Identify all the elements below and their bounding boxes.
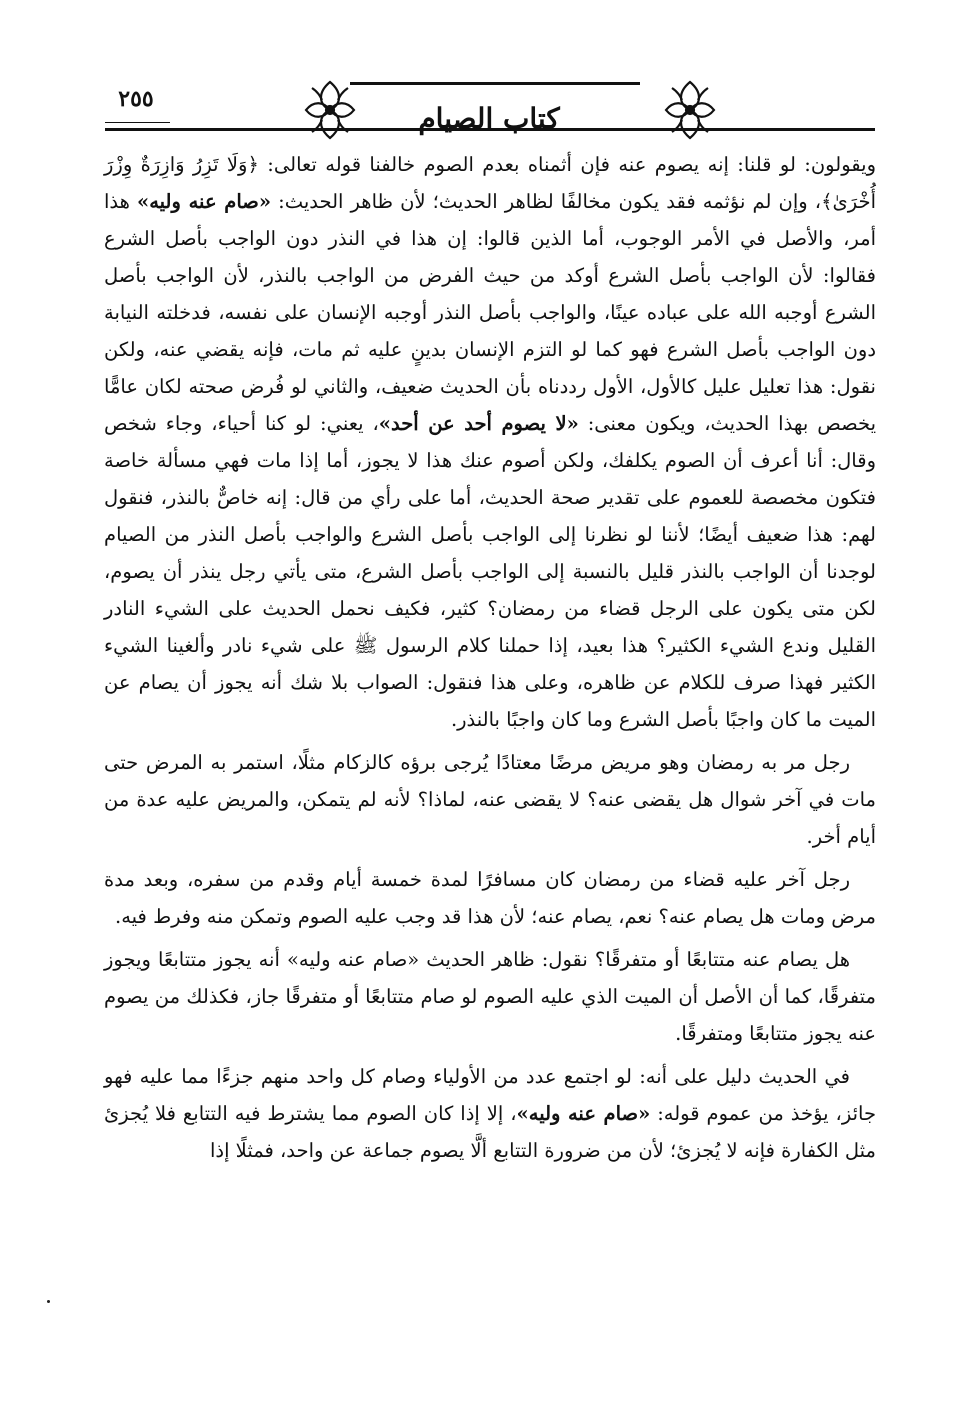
page-number-underline (105, 122, 170, 123)
text-segment: ، إلا إذا كان الصوم مما يشترط فيه التتابع فلا يُجزئ مثل الكفارة فإنه لا يُجزئ؛ لأن من ضرورة التتابع ألَّا يصوم جماعة عن واحد، فمثلًا إذا (104, 1102, 876, 1162)
paragraph (104, 744, 876, 855)
page-header (0, 0, 978, 150)
floral-ornament-icon (660, 78, 720, 142)
header-top-rule (350, 82, 640, 85)
paragraph (104, 941, 876, 1052)
text-segment: ، وإن لم نؤثمه فقد يكون مخالفًا لظاهر الحديث؛ لأن ظاهر الحديث: (271, 190, 822, 213)
scan-speck (47, 1300, 50, 1303)
hadith-quote: «لا يصوم أحد عن أحد» (378, 412, 579, 435)
paragraph (104, 861, 876, 935)
text-segment: ويقولون: لو قلنا: إنه يصوم عنه فإن أثمناه بعدم الصوم خالفنا قوله تعالى: (258, 153, 876, 176)
page-body (104, 146, 876, 1175)
text-segment: رجل آخر عليه قضاء من رمضان كان مسافرًا لمدة خمسة أيام وقدم من سفره، وبعد مدة مرض ومات هل يصام عنه؟ نعم، يصام عنه؛ لأن هذا قد وجب عليه الصوم وتمكن منه وفرط فيه. (104, 868, 876, 928)
text-segment: هذا أمر، والأصل في الأمر الوجوب، أما الذين قالوا: إن هذا في النذر دون الواجب بأصل الشرع فقالوا: لأن الواجب بأصل الشرع أوكد من حيث الفرض من الواجب بالنذر، لأن الواجب بأصل الشرع أوجبه الله على عباده عينًا، والواجب بأصل النذر أوجبه الإنسان على نفسه، فدخلته النيابة دون الواجب بأصل الشرع فهو كما لو التزم الإنسان بدينٍ عليه ثم مات، فإنه يقضي عنه، ولكن نقول: هذا تعليل عليل كالأول، الأول رددناه بأن الحديث ضعيف، والثاني لو فُرض صحته لكان عامًّا يخصص بهذا الحديث، ويكون معنى: (104, 190, 877, 435)
text-segment: رجل مر به رمضان وهو مريض مرضًا معتادًا يُرجى برؤه كالزكام مثلًا، استمر به المرض حتى مات في آخر شوال هل يقضى عنه؟ لا يقضى عنه، لماذا؟ لأنه لم يتمكن، والمريض عليه عدة من أيام أخر. (104, 751, 876, 848)
text-segment: في الحديث دليل على أنه: لو اجتمع عدد من الأولياء وصام كل واحد منهم جزءًا مما عليه فهو جائز، يؤخذ من عموم قوله: (104, 1065, 877, 1125)
hadith-quote: «صام عنه وليه» (516, 1102, 651, 1125)
page-number: ٢٥٥ (118, 86, 154, 112)
hadith-quote: «صام عنه وليه» (137, 190, 272, 213)
paragraph (104, 1058, 876, 1169)
text-segment: ، يعني: لو كنا أحياء، وجاء شخص وقال: أنا أعرف أن الصوم يكلفك، ولكن أصوم عنك هذا لا يجوز، أما إذا مات فهي مسألة خاصة فتكون مخصصة للعموم على تقدير صحة الحديث، أما على رأي من قال: إنه خاصٌّ بالنذر، فنقول لهم: هذا ضعيف أيضًا؛ لأننا لو نظرنا إلى الواجب بأصل الشرع والواجب بأصل النذر من الصيام لوجدنا أن الواجب بالنذر قليل بالنسبة إلى الواجب بأصل الشرع، متى يأتي رجل ينذر أن يصوم، لكن متى يكون على الرجل قضاء من رمضان؟ كثير، فكيف نحمل الحديث على الشيء النادر القليل وندع الشيء الكثير؟ هذا بعيد، إذا حملنا كلام الرسول ﷺ على شيء نادر وألغينا الشيء الكثير فهذا صرف للكلام عن ظاهره، وعلى هذا فنقول: الصواب بلا شك أنه يجوز أن يصام عن الميت ما كان واجبًا بأصل الشرع وما كان واجبًا بالنذر. (104, 412, 876, 731)
quran-quote: ﴿وَلَا تَزِرُ وَازِرَةٌ وِزْرَ أُخْرَىٰ﴾ (104, 153, 876, 213)
text-segment: هل يصام عنه متتابعًا أو متفرقًا؟ نقول: ظاهر الحديث «صام عنه وليه» أنه يجوز متتابعًا ويجوز متفرقًا، كما أن الأصل أن الميت الذي عليه الصوم لو صام متتابعًا أو متفرقًا جاز، فكذلك من يصوم عنه يجوز متتابعًا ومتفرقًا. (104, 948, 876, 1045)
floral-ornament-icon (300, 78, 360, 142)
paragraph (104, 146, 876, 738)
book-title: كتاب الصيام (418, 102, 560, 135)
